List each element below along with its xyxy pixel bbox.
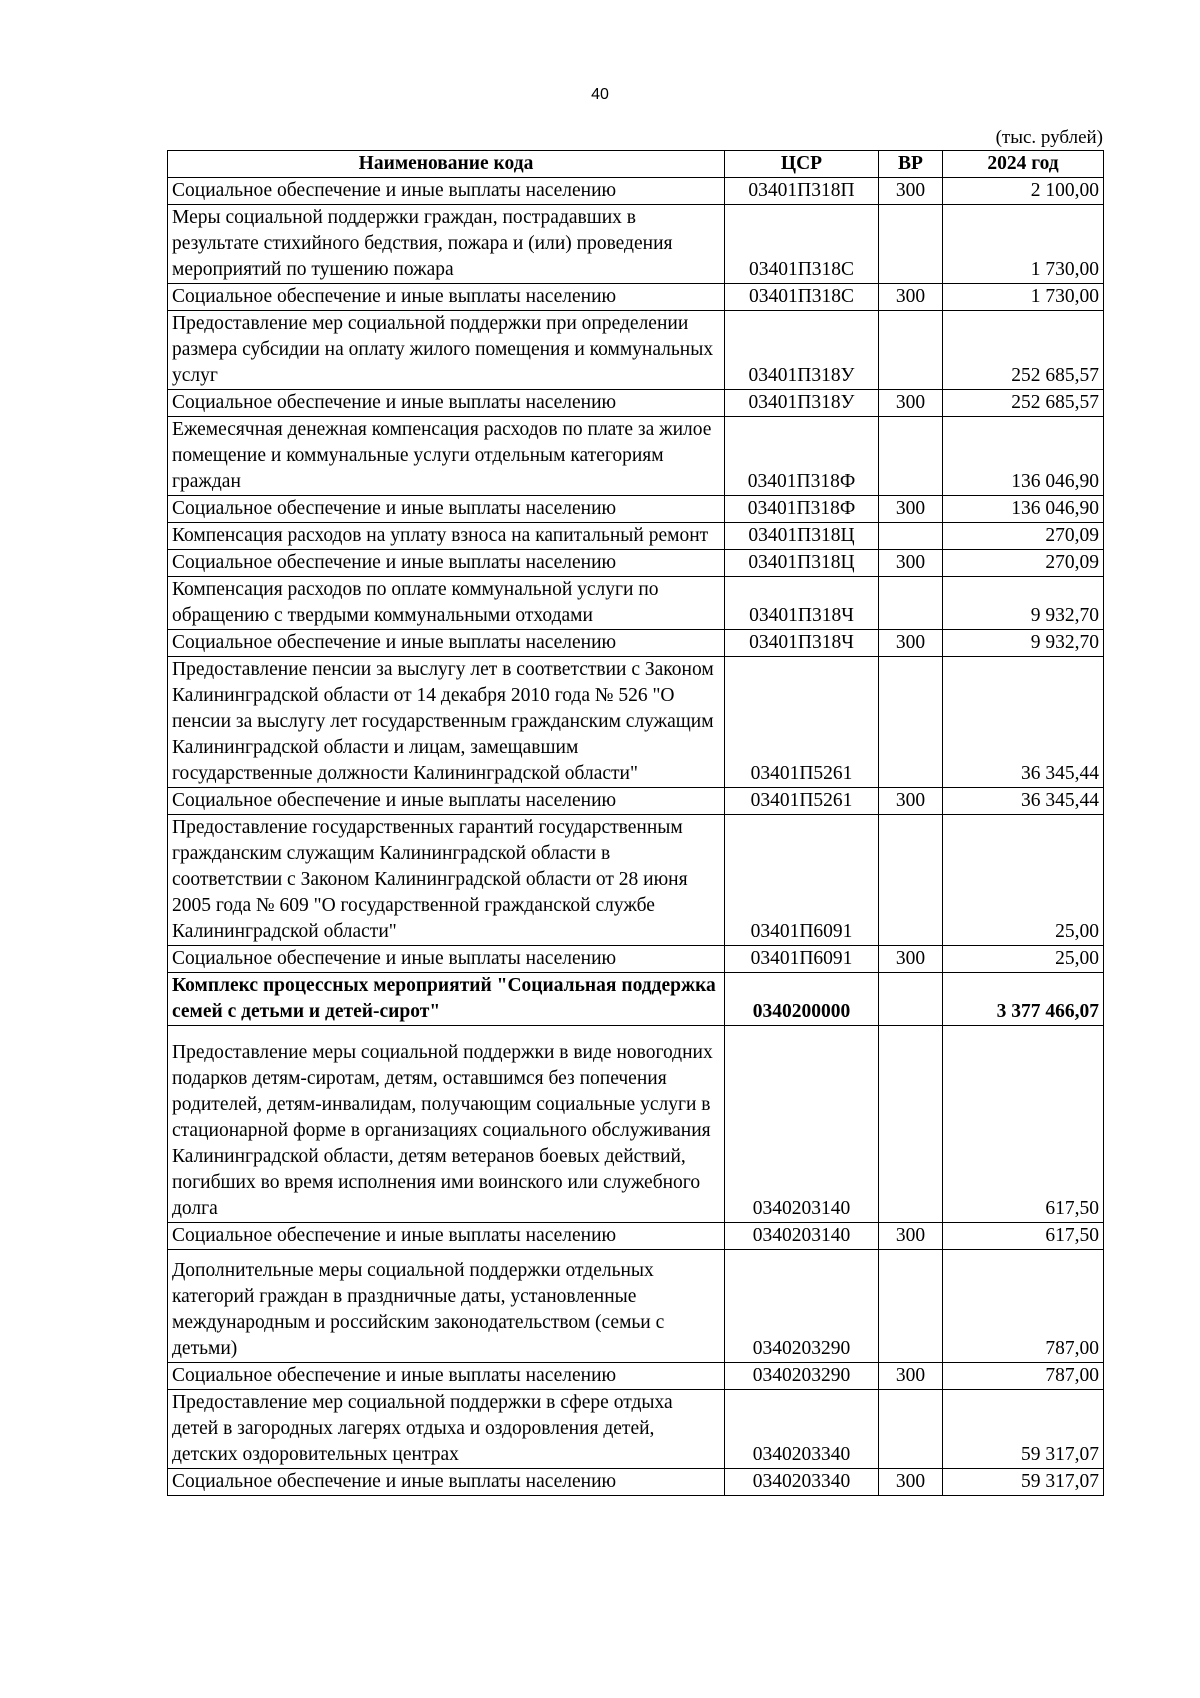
budget-table — [167, 150, 1104, 1496]
cell-name: Комплекс процессных мероприятий "Социальная поддержка семей с детьми и детей-сирот" — [168, 973, 725, 1026]
cell-name: Социальное обеспечение и иные выплаты населению — [168, 1469, 725, 1496]
cell-csr: 03401П318У — [725, 390, 879, 417]
cell-csr: 0340203140 — [725, 1223, 879, 1250]
cell-csr: 03401П318Ф — [725, 417, 879, 496]
cell-amount: 9 932,70 — [943, 630, 1104, 657]
cell-vr — [879, 205, 943, 284]
cell-amount: 3 377 466,07 — [943, 973, 1104, 1026]
table-row — [168, 1390, 1104, 1469]
cell-amount: 36 345,44 — [943, 657, 1104, 788]
cell-vr — [879, 1250, 943, 1363]
cell-vr — [879, 577, 943, 630]
cell-csr: 03401П318С — [725, 284, 879, 311]
header-csr: ЦСР — [725, 151, 879, 178]
cell-vr — [879, 1026, 943, 1223]
table-row — [168, 550, 1104, 577]
cell-amount: 25,00 — [943, 815, 1104, 946]
cell-csr: 0340203140 — [725, 1026, 879, 1223]
cell-csr: 0340200000 — [725, 973, 879, 1026]
cell-amount: 1 730,00 — [943, 205, 1104, 284]
cell-name: Социальное обеспечение и иные выплаты населению — [168, 630, 725, 657]
cell-vr: 300 — [879, 788, 943, 815]
cell-name: Компенсация расходов на уплату взноса на капитальный ремонт — [168, 523, 725, 550]
cell-amount: 787,00 — [943, 1363, 1104, 1390]
table-row — [168, 178, 1104, 205]
table-body — [168, 178, 1104, 1496]
table-row — [168, 1026, 1104, 1223]
cell-csr: 03401П318Ф — [725, 496, 879, 523]
table-row — [168, 1223, 1104, 1250]
cell-amount: 787,00 — [943, 1250, 1104, 1363]
cell-csr: 0340203340 — [725, 1469, 879, 1496]
cell-vr — [879, 311, 943, 390]
cell-name: Дополнительные меры социальной поддержки отдельных категорий граждан в праздничные даты, установленные международным и российским законодательством (семьи с детьми) — [168, 1250, 725, 1363]
cell-amount: 270,09 — [943, 523, 1104, 550]
cell-amount: 25,00 — [943, 946, 1104, 973]
cell-vr: 300 — [879, 178, 943, 205]
table-row — [168, 973, 1104, 1026]
cell-csr: 03401П318Ц — [725, 523, 879, 550]
cell-name: Ежемесячная денежная компенсация расходов по плате за жилое помещение и коммунальные услуги отдельным категориям граждан — [168, 417, 725, 496]
table-row — [168, 657, 1104, 788]
cell-amount: 9 932,70 — [943, 577, 1104, 630]
cell-name: Социальное обеспечение и иные выплаты населению — [168, 550, 725, 577]
cell-amount: 36 345,44 — [943, 788, 1104, 815]
cell-name: Предоставление государственных гарантий государственным гражданским служащим Калининградской области в соответствии с Законом Калининградской области от 28 июня 2005 года № 609 "О государственной гражданской службе Калининградской области" — [168, 815, 725, 946]
cell-name: Предоставление меры социальной поддержки в виде новогодних подарков детям-сиротам, детям, оставшимся без попечения родителей, детям-инвалидам, получающим социальные услуги в стационарной форме в организациях социального обслуживания Калининградской области, детям ветеранов боевых действий, погибших во время исполнения ими воинского или служебного долга — [168, 1026, 725, 1223]
cell-vr: 300 — [879, 630, 943, 657]
cell-name: Социальное обеспечение и иные выплаты населению — [168, 496, 725, 523]
cell-amount: 136 046,90 — [943, 496, 1104, 523]
cell-amount: 252 685,57 — [943, 311, 1104, 390]
table-row — [168, 390, 1104, 417]
cell-name: Предоставление мер социальной поддержки в сфере отдыха детей в загородных лагерях отдыха и оздоровления детей, детских оздоровительных центрах — [168, 1390, 725, 1469]
cell-vr: 300 — [879, 284, 943, 311]
cell-csr: 03401П5261 — [725, 788, 879, 815]
cell-amount: 59 317,07 — [943, 1469, 1104, 1496]
table-row — [168, 788, 1104, 815]
cell-name: Социальное обеспечение и иные выплаты населению — [168, 390, 725, 417]
cell-csr: 03401П318Ц — [725, 550, 879, 577]
cell-name: Социальное обеспечение и иные выплаты населению — [168, 1363, 725, 1390]
table-row — [168, 1363, 1104, 1390]
table-row — [168, 523, 1104, 550]
cell-csr: 0340203340 — [725, 1390, 879, 1469]
cell-amount: 270,09 — [943, 550, 1104, 577]
cell-amount: 617,50 — [943, 1026, 1104, 1223]
cell-csr: 03401П6091 — [725, 815, 879, 946]
cell-vr — [879, 523, 943, 550]
table-row — [168, 630, 1104, 657]
units-label: (тыс. рублей) — [995, 127, 1103, 148]
table-row — [168, 496, 1104, 523]
cell-name: Социальное обеспечение и иные выплаты населению — [168, 788, 725, 815]
cell-vr: 300 — [879, 390, 943, 417]
table-row — [168, 311, 1104, 390]
cell-vr — [879, 973, 943, 1026]
cell-name: Предоставление мер социальной поддержки при определении размера субсидии на оплату жилого помещения и коммунальных услуг — [168, 311, 725, 390]
page-number: 40 — [591, 86, 609, 103]
cell-name: Компенсация расходов по оплате коммунальной услуги по обращению с твердыми коммунальными отходами — [168, 577, 725, 630]
table-row — [168, 946, 1104, 973]
table-row — [168, 205, 1104, 284]
cell-vr — [879, 657, 943, 788]
cell-csr: 03401П6091 — [725, 946, 879, 973]
cell-vr: 300 — [879, 496, 943, 523]
cell-name: Социальное обеспечение и иные выплаты населению — [168, 946, 725, 973]
cell-vr — [879, 1390, 943, 1469]
table-row — [168, 815, 1104, 946]
cell-csr: 03401П318П — [725, 178, 879, 205]
cell-csr: 03401П318Ч — [725, 630, 879, 657]
cell-name: Предоставление пенсии за выслугу лет в соответствии с Законом Калининградской области от 14 декабря 2010 года № 526 "О пенсии за выслугу лет государственным гражданским служащим Калининградской области и лицам, замещавшим государственные должности Калининградской области" — [168, 657, 725, 788]
table-header-row — [168, 151, 1104, 178]
cell-amount: 59 317,07 — [943, 1390, 1104, 1469]
table-row — [168, 1469, 1104, 1496]
cell-amount: 252 685,57 — [943, 390, 1104, 417]
cell-csr: 03401П318У — [725, 311, 879, 390]
cell-amount: 2 100,00 — [943, 178, 1104, 205]
cell-vr — [879, 815, 943, 946]
cell-vr: 300 — [879, 550, 943, 577]
cell-csr: 0340203290 — [725, 1363, 879, 1390]
table-row — [168, 577, 1104, 630]
cell-name: Меры социальной поддержки граждан, пострадавших в результате стихийного бедствия, пожара и (или) проведения мероприятий по тушению пожара — [168, 205, 725, 284]
cell-csr: 03401П5261 — [725, 657, 879, 788]
cell-name: Социальное обеспечение и иные выплаты населению — [168, 284, 725, 311]
cell-name: Социальное обеспечение и иные выплаты населению — [168, 178, 725, 205]
cell-vr: 300 — [879, 946, 943, 973]
cell-amount: 1 730,00 — [943, 284, 1104, 311]
table-row — [168, 417, 1104, 496]
cell-name: Социальное обеспечение и иные выплаты населению — [168, 1223, 725, 1250]
header-year: 2024 год — [943, 151, 1104, 178]
table-row — [168, 284, 1104, 311]
cell-vr: 300 — [879, 1363, 943, 1390]
header-vr: ВР — [879, 151, 943, 178]
header-name: Наименование кода — [168, 151, 725, 178]
cell-csr: 03401П318Ч — [725, 577, 879, 630]
cell-csr: 0340203290 — [725, 1250, 879, 1363]
cell-vr: 300 — [879, 1223, 943, 1250]
cell-amount: 136 046,90 — [943, 417, 1104, 496]
table-row — [168, 1250, 1104, 1363]
cell-csr: 03401П318С — [725, 205, 879, 284]
cell-amount: 617,50 — [943, 1223, 1104, 1250]
cell-vr — [879, 417, 943, 496]
cell-vr: 300 — [879, 1469, 943, 1496]
